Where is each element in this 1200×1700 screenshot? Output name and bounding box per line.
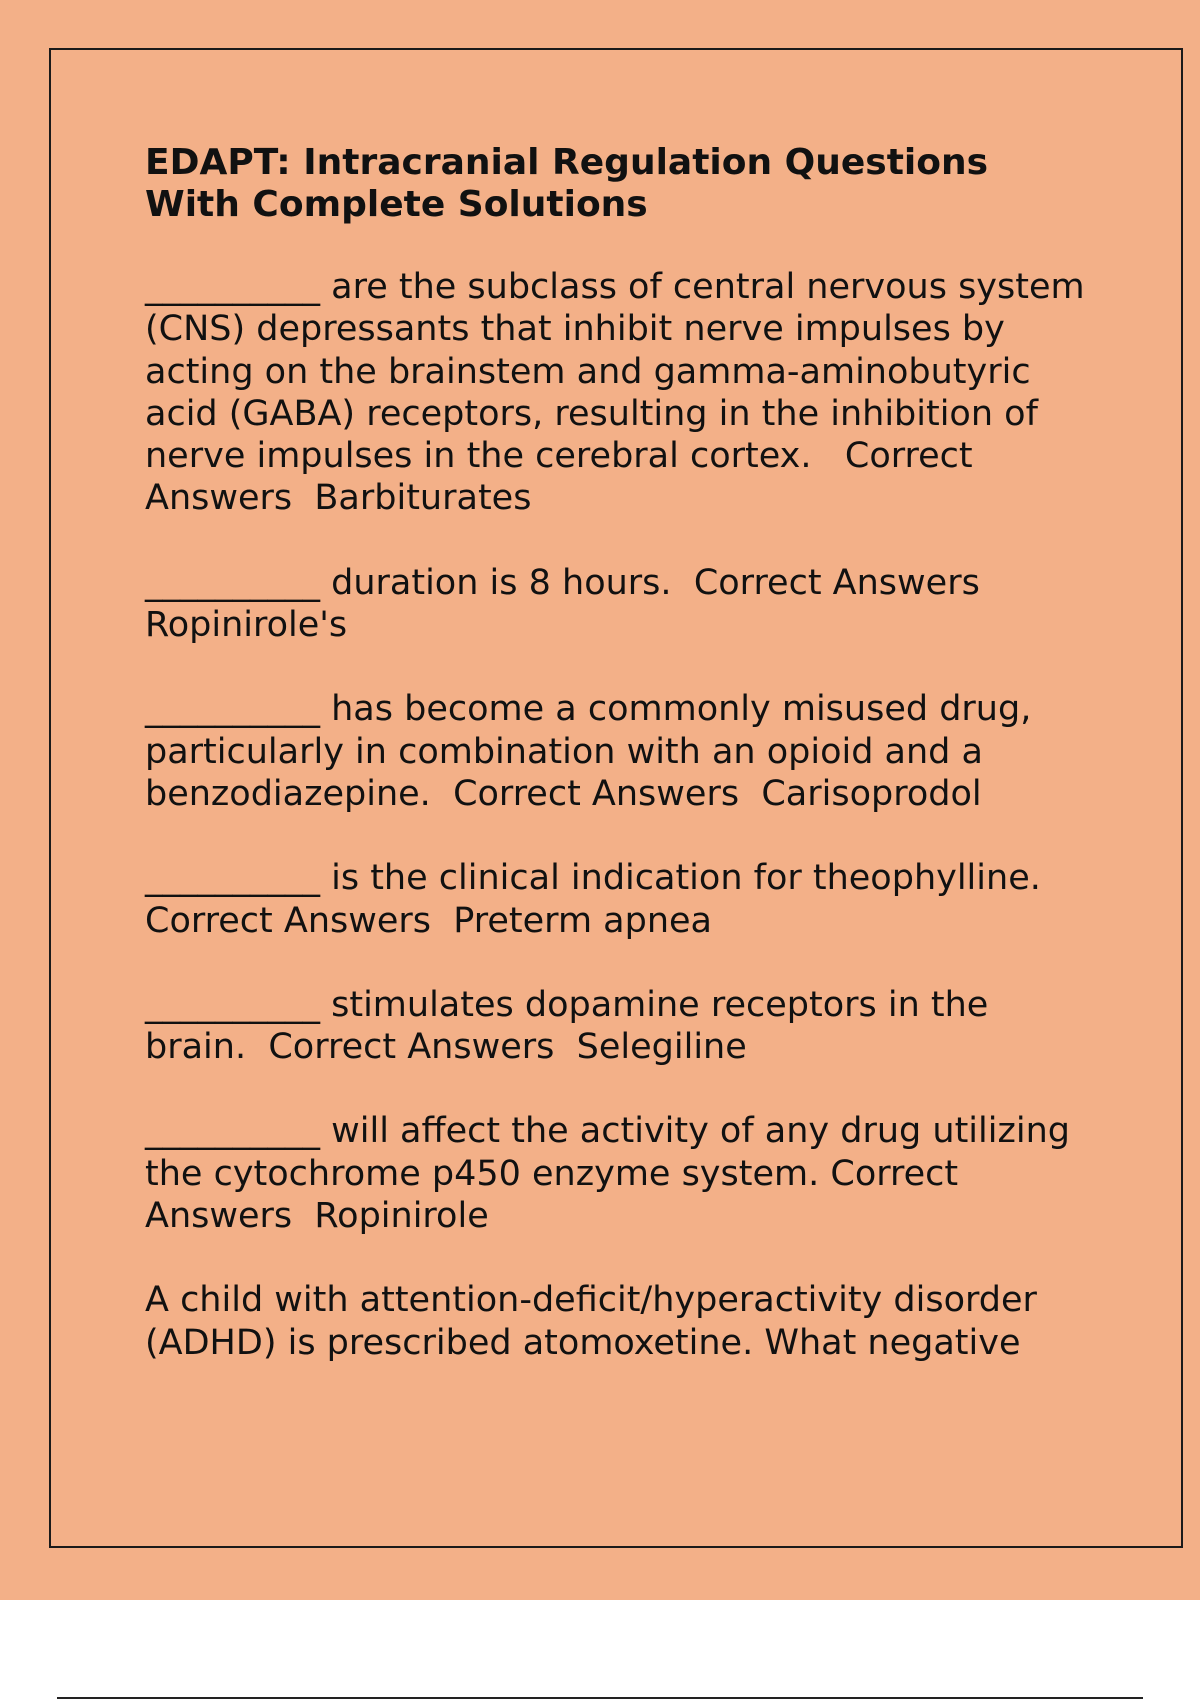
footer-rule bbox=[57, 1697, 1143, 1699]
question-text: __________ stimulates dopamine receptors in the brain. bbox=[145, 984, 1000, 1068]
document-title bbox=[145, 142, 1095, 226]
answer-label: Correct Answers bbox=[693, 562, 980, 603]
answer-label: Correct Answers bbox=[145, 436, 984, 519]
question-item bbox=[145, 984, 1095, 1069]
answer-label: Correct Answers bbox=[145, 1153, 970, 1237]
question-text: __________ will affect the activity of any drug utilizing the cytochrome p450 enzyme system. bbox=[145, 1111, 1082, 1194]
answer-label: Correct Answers bbox=[268, 1027, 555, 1068]
answer-label: Correct Answers bbox=[145, 900, 432, 941]
question-item bbox=[145, 266, 1095, 520]
question-text: __________ duration is 8 hours. bbox=[145, 562, 672, 603]
question-item bbox=[145, 857, 1095, 942]
question-text: __________ is the clinical indication for theophylline. bbox=[145, 858, 1041, 899]
title-line-2: With Complete Solutions bbox=[145, 184, 648, 225]
question-text: A child with attention-deficit/hyperactivity disorder (ADHD) is prescribed atomoxetine. What negative bbox=[145, 1280, 1049, 1363]
title-line-1: EDAPT: Intracranial Regulation Questions bbox=[145, 142, 989, 183]
question-item bbox=[145, 562, 1095, 647]
answer-text: Carisoprodol bbox=[761, 773, 982, 814]
answer-label: Correct Answers bbox=[453, 773, 740, 814]
question-item bbox=[145, 1279, 1095, 1364]
answer-text: Ropinirole bbox=[314, 1196, 489, 1237]
question-text: __________ are the subclass of central nervous system (CNS) depressants that inhibit nerve impulses by acting on the brainstem and gamma-aminobutyric acid (GABA) receptors, resulting in the inhibition of nerve impulses in the cerebral cortex. bbox=[145, 267, 1096, 477]
question-text: __________ has become a commonly misused drug, particularly in combination with an opioid and a benzodiazepine. bbox=[145, 689, 1043, 814]
answer-text: Barbiturates bbox=[314, 478, 532, 519]
question-item bbox=[145, 688, 1095, 815]
document-body bbox=[145, 142, 1095, 1364]
answer-text: Selegiline bbox=[576, 1027, 747, 1068]
answer-text: Preterm apnea bbox=[453, 900, 713, 941]
question-item bbox=[145, 1110, 1095, 1237]
answer-text: Ropinirole's bbox=[145, 605, 348, 646]
